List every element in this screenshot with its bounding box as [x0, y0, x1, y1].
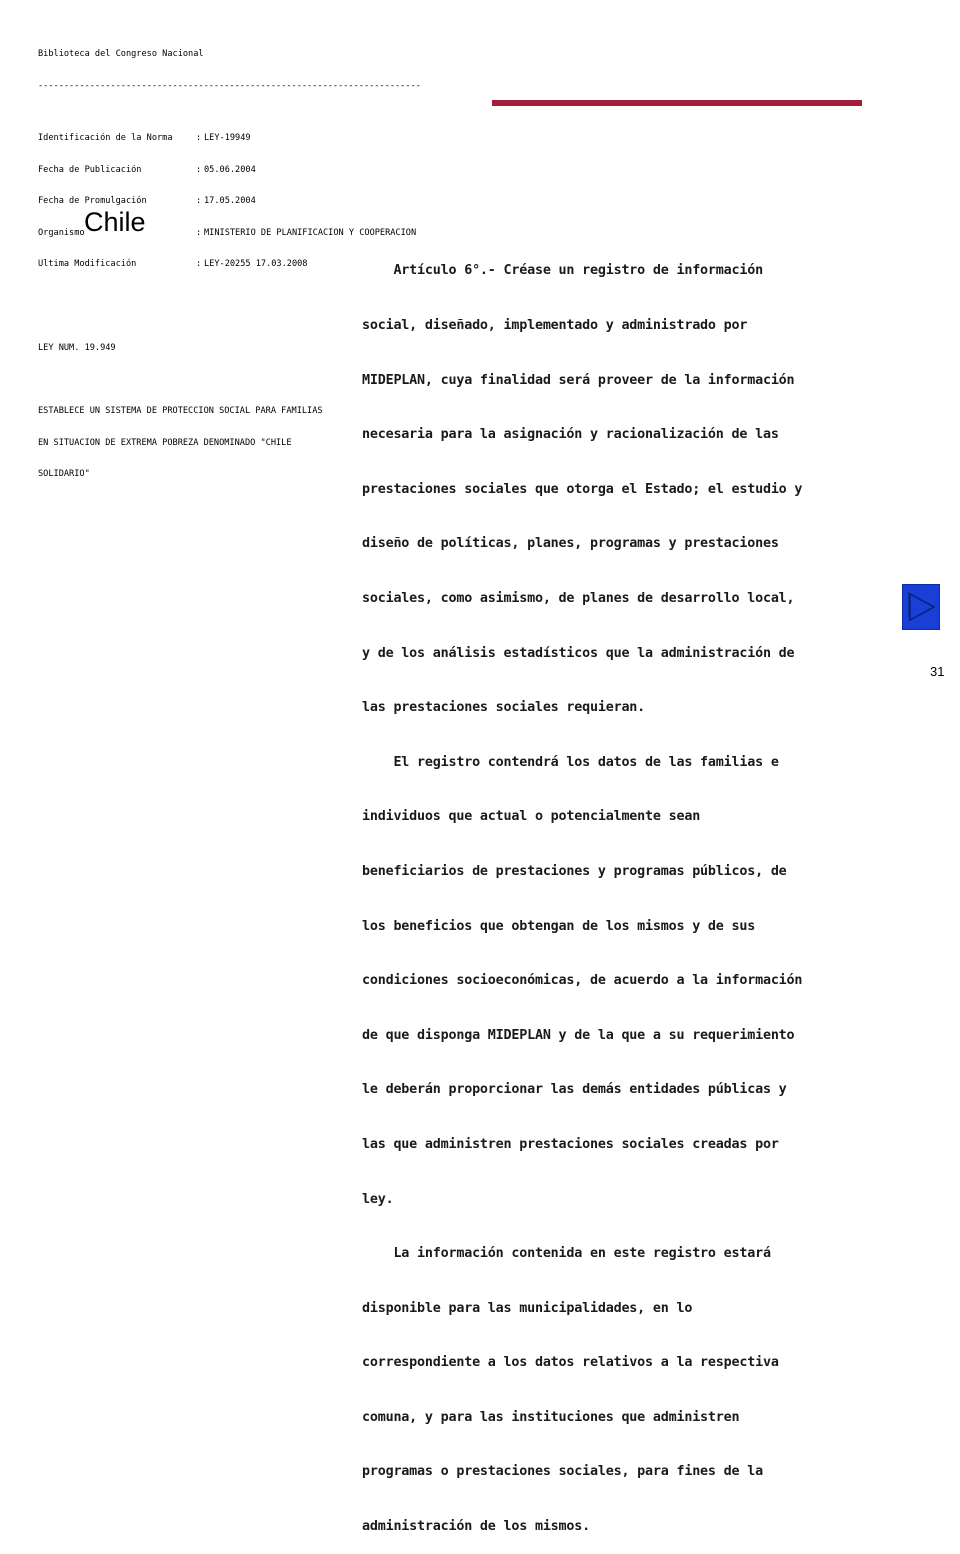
- article-line: le deberán proporcionar las demás entidades públicas y: [362, 1082, 787, 1098]
- meta-separator: :: [196, 164, 202, 175]
- article-line: necesaria para la asignación y racionalización de las: [362, 427, 779, 443]
- law-number: LEY NUM. 19.949: [38, 343, 116, 353]
- meta-separator: :: [196, 227, 202, 238]
- meta-value: LEY-19949: [204, 133, 251, 143]
- meta-row: [38, 196, 421, 207]
- article-line: administración de los mismos.: [362, 1519, 590, 1535]
- article-line: los beneficios que obtengan de los mismos y de sus: [362, 918, 756, 934]
- article-line: sociales, como asimismo, de planes de desarrollo local,: [362, 590, 795, 606]
- meta-value: MINISTERIO DE PLANIFICACION Y COOPERACION: [204, 227, 417, 238]
- article-line: y de los análisis estadísticos que la administración de: [362, 645, 795, 661]
- meta-separator: :: [196, 259, 202, 269]
- play-triangle-icon: [903, 585, 939, 629]
- meta-label: Fecha de Publicación: [38, 164, 142, 175]
- law-title-line: SOLIDARIO": [38, 469, 90, 479]
- article-line: comuna, y para las instituciones que administren: [362, 1409, 740, 1425]
- article-line: ley.: [362, 1191, 394, 1207]
- article-line: condiciones socioeconómicas, de acuerdo a la información: [362, 973, 803, 989]
- article-line: programas o prestaciones sociales, para fines de la: [362, 1464, 763, 1480]
- meta-value: LEY-20255 17.03.2008: [204, 259, 308, 269]
- article-line: las prestaciones sociales requieran.: [362, 700, 646, 716]
- law-title-line: ESTABLECE UN SISTEMA DE PROTECCION SOCIAL PARA FAMILIAS: [38, 406, 323, 416]
- article-6-text: [362, 226, 902, 1554]
- article-line: MIDEPLAN, cuya finalidad será proveer de la información: [362, 372, 795, 388]
- article-line: prestaciones sociales que otorga el Estado; el estudio y: [362, 481, 803, 497]
- header-rule: --------------------------------------------------------------------------: [38, 80, 421, 91]
- article-line: individuos que actual o potencialmente sean: [362, 809, 701, 825]
- meta-row: [38, 165, 421, 176]
- article-line: de que disponga MIDEPLAN y de la que a su requerimiento: [362, 1027, 795, 1043]
- meta-label: Fecha de Promulgación: [38, 196, 147, 206]
- law-title-line: EN SITUACION DE EXTREMA POBREZA DENOMINADO "CHILE: [38, 437, 292, 448]
- article-line: diseño de políticas, planes, programas y prestaciones: [362, 536, 779, 552]
- article-line: beneficiarios de prestaciones y programas públicos, de: [362, 863, 787, 879]
- meta-label: Identificación de la Norma: [38, 133, 173, 143]
- country-label: Chile: [84, 207, 146, 237]
- article-line: El registro contendrá los datos de las familias e: [362, 754, 779, 770]
- library-name: Biblioteca del Congreso Nacional: [38, 49, 204, 59]
- article-line: social, diseñado, implementado y administrado por: [362, 318, 748, 333]
- meta-separator: :: [196, 133, 202, 143]
- meta-value: 05.06.2004: [204, 164, 256, 175]
- accent-bar: [492, 100, 862, 106]
- meta-label: Organismo: [38, 227, 85, 238]
- article-line: La información contenida en este registro estará: [362, 1246, 771, 1262]
- meta-row: [38, 133, 421, 144]
- article-line: correspondiente a los datos relativos a la respectiva: [362, 1355, 779, 1371]
- meta-value: 17.05.2004: [204, 196, 256, 206]
- page-number: 31: [930, 664, 945, 679]
- article-line: disponible para las municipalidades, en lo: [362, 1300, 693, 1316]
- meta-label: Ultima Modificación: [38, 259, 137, 269]
- article-line: las que administren prestaciones sociales creadas por: [362, 1136, 779, 1152]
- meta-separator: :: [196, 196, 202, 206]
- next-slide-button[interactable]: [902, 584, 940, 630]
- article-line: Artículo 6°.- Créase un registro de información: [362, 263, 763, 279]
